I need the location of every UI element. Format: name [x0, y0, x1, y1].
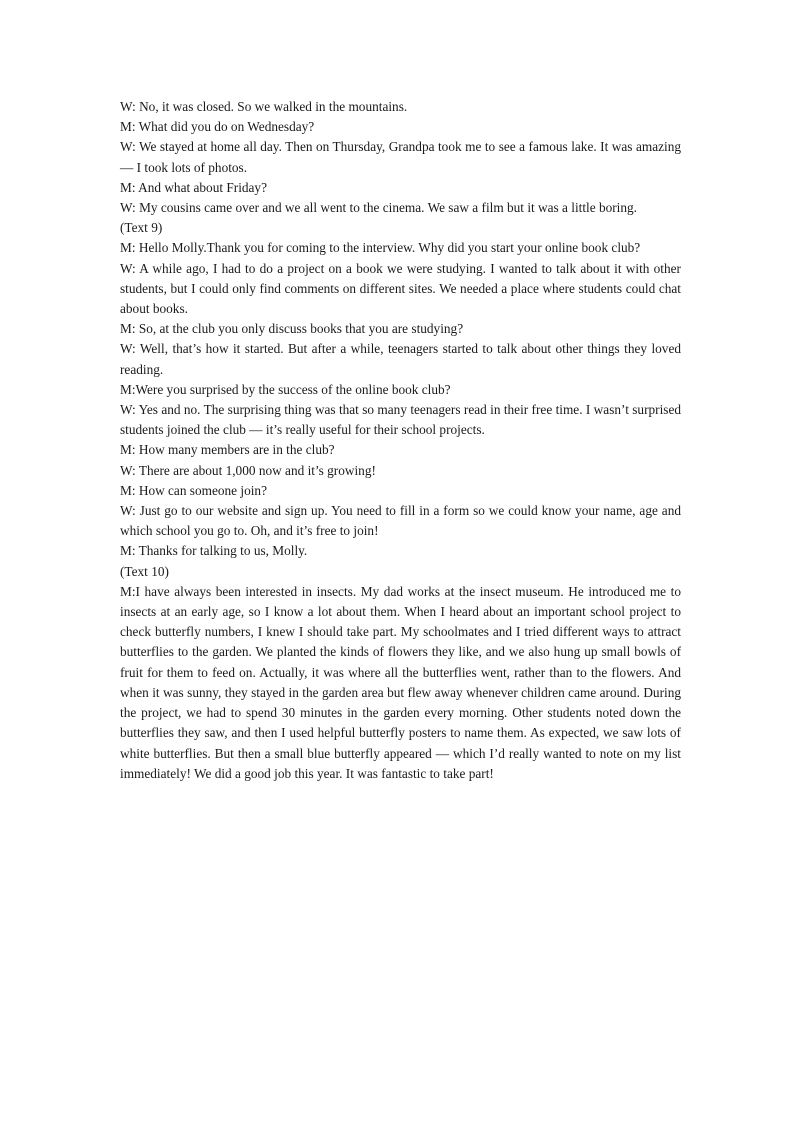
- line-w-cinema: W: My cousins came over and we all went to the cinema. We saw a film but it was a little boring.: [120, 200, 638, 216]
- line-m-wednesday: M: What did you do on Wednesday?: [120, 119, 315, 135]
- line-w-website: W: Just go to our website and sign up. You need to fill in a form so we could know your name, age and which school you go to. Oh, and it’s free to join!: [120, 503, 681, 539]
- line-m-friday: M: And what about Friday?: [120, 179, 267, 195]
- line-w-thursday: W: We stayed at home all day. Then on Thursday, Grandpa took me to see a famous lake. It was amazing — I took lots of photos.: [120, 139, 681, 175]
- line-w-yes-and-no: W: Yes and no. The surprising thing was that so many teenagers read in their free time. I wasn’t surprised students joined the club — it’s really useful for their school projects.: [120, 402, 681, 438]
- line-w-closed: W: No, it was closed. So we walked in the mountains.: [120, 99, 408, 114]
- line-m-members: M: How many members are in the club?: [120, 442, 335, 458]
- heading-text-10: (Text 10): [120, 563, 169, 579]
- line-m-thanks: M: Thanks for talking to us, Molly.: [120, 543, 308, 559]
- line-w-project: W: A while ago, I had to do a project on a book we were studying. I wanted to talk about it with other students, but I could only find comments on different sites. We needed a place where students could chat about books.: [120, 260, 681, 317]
- paragraph-insects: M:I have always been interested in insects. My dad works at the insect museum. He introduced me to insects at an early age, so I know a lot about them. When I heard about an important school project to check butterfly numbers, I knew I should take part. My schoolmates and I tried different ways to attract butterflies to the garden. We planted the kinds of flowers they like, and we also hung up small bowls of fruit for them to feed on. Actually, it was where all the butterflies went, rather than to the flowers. And when it was sunny, they stayed in the garden area but flew away whenever children came around. During the project, we had to spend 30 minutes in the garden every morning. Other students noted down the butterflies they saw, and then I used helpful butterfly posters to name them. As expected, we saw lots of white butterflies. But then a small blue butterfly appeared — which I’d really wanted to note on my list immediately! We did a good job this year. It was fantastic to take part!: [120, 583, 681, 781]
- line-m-discuss: M: So, at the club you only discuss books that you are studying?: [120, 321, 464, 337]
- heading-text-9: (Text 9): [120, 220, 163, 236]
- line-m-hello-molly: M: Hello Molly.Thank you for coming to the interview. Why did you start your online book club?: [120, 240, 641, 256]
- line-w-started: W: Well, that’s how it started. But after a while, teenagers started to talk about other things they loved reading.: [120, 341, 681, 377]
- line-m-join: M: How can someone join?: [120, 482, 267, 498]
- line-m-surprised: M:Were you surprised by the success of the online book club?: [120, 381, 451, 397]
- line-w-1000: W: There are about 1,000 now and it’s growing!: [120, 462, 376, 478]
- transcript-page: [120, 97, 681, 784]
